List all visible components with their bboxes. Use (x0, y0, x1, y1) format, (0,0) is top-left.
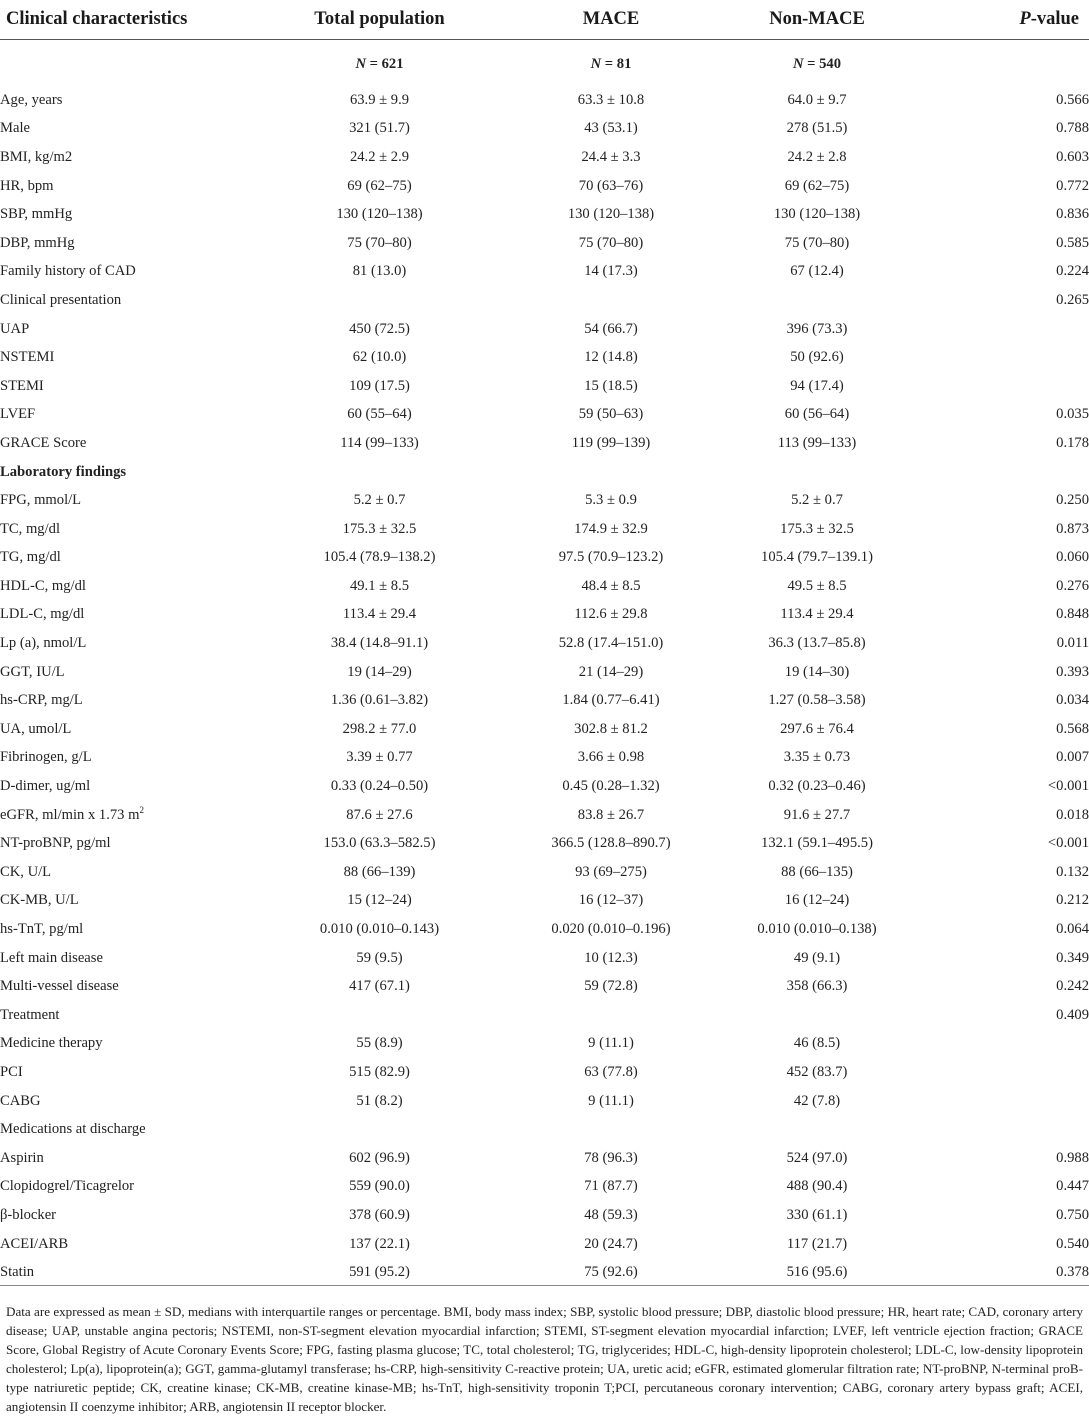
cell-non-mace: 60 (56–64) (784, 406, 850, 423)
cell-p-value: 0.378 (1056, 1264, 1089, 1281)
cell-non-mace: 105.4 (79.7–139.1) (761, 549, 873, 566)
row-label: GRACE Score (0, 434, 87, 451)
cell-total-population: 378 (60.9) (349, 1206, 410, 1223)
n-symbol: N (792, 55, 804, 72)
cell-mace (529, 1001, 693, 1030)
table-row (0, 172, 1089, 201)
table-row (0, 229, 1089, 258)
row-label: Aspirin (0, 1149, 44, 1166)
table-row (0, 572, 1089, 601)
cell-mace: 9 (11.1) (588, 1092, 634, 1109)
table-row (0, 972, 1089, 1001)
cell-non-mace: 50 (92.6) (790, 349, 844, 366)
row-label: CABG (0, 1092, 41, 1109)
table-row (0, 1030, 1089, 1059)
table-row (0, 1087, 1089, 1116)
cell-total-population: 417 (67.1) (349, 978, 410, 995)
cell-total-population: 87.6 ± 27.6 (346, 806, 413, 823)
table-row (0, 458, 1089, 487)
cell-non-mace: 524 (97.0) (786, 1149, 848, 1166)
cell-mace: 21 (14–29) (578, 663, 644, 680)
cell-mace: 75 (92.6) (584, 1264, 638, 1281)
cell-total-population: 153.0 (63.3–582.5) (323, 835, 436, 852)
row-label: hs-CRP, mg/L (0, 692, 83, 709)
cell-p-value: 0.566 (1056, 91, 1089, 108)
table-row (0, 86, 1089, 115)
cell-p-value: 0.224 (1056, 263, 1089, 280)
n-value: = 540 (803, 55, 842, 72)
cell-total-population: 137 (22.1) (349, 1235, 410, 1252)
cell-non-mace (693, 286, 941, 315)
cell-mace: 10 (12.3) (584, 949, 638, 966)
table-row (0, 887, 1089, 916)
cell-non-mace: 24.2 ± 2.8 (787, 148, 847, 165)
cell-p-value: 0.035 (1056, 406, 1089, 423)
table-row (0, 258, 1089, 287)
n-cell-non-mace (693, 39, 941, 86)
cell-total-population: 114 (99–133) (340, 434, 419, 451)
cell-p-value: 0.772 (1056, 177, 1089, 194)
cell-p-value: 0.409 (1056, 1006, 1089, 1023)
row-label: Medications at discharge (0, 1121, 146, 1138)
cell-total-population: 105.4 (78.9–138.2) (323, 549, 436, 566)
p-italic: P (1019, 9, 1031, 29)
cell-non-mace: 396 (73.3) (786, 320, 848, 337)
table-row (0, 1173, 1089, 1202)
p-value-rest: -value (1030, 9, 1079, 29)
cell-non-mace: 64.0 ± 9.7 (787, 91, 847, 108)
cell-total-population: 109 (17.5) (349, 377, 410, 394)
cell-non-mace: 49.5 ± 8.5 (787, 577, 847, 594)
cell-mace: 12 (14.8) (584, 349, 638, 366)
cell-non-mace: 278 (51.5) (786, 120, 848, 137)
cell-mace: 14 (17.3) (584, 263, 638, 280)
cell-p-value: 0.212 (1056, 892, 1089, 909)
table-bottom-divider (0, 1285, 1089, 1286)
cell-mace: 70 (63–76) (578, 177, 644, 194)
row-label: hs-TnT, pg/ml (0, 921, 84, 938)
cell-non-mace: 330 (61.1) (786, 1206, 848, 1223)
table-header-row (0, 0, 1089, 39)
cell-non-mace: 36.3 (13.7–85.8) (768, 635, 866, 652)
cell-mace: 20 (24.7) (584, 1235, 638, 1252)
row-label: PCI (0, 1063, 23, 1080)
cell-mace: 78 (96.3) (584, 1149, 638, 1166)
cell-total-population (230, 1001, 529, 1030)
table-row (0, 829, 1089, 858)
cell-total-population: 450 (72.5) (349, 320, 410, 337)
table-row (0, 801, 1089, 830)
cell-mace: 9 (11.1) (588, 1035, 634, 1052)
row-label: HDL-C, mg/dl (0, 577, 86, 594)
cell-mace: 16 (12–37) (578, 892, 644, 909)
cell-p-value: 0.750 (1056, 1206, 1089, 1223)
cell-mace: 59 (72.8) (584, 978, 638, 995)
label-superscript: 2 (139, 804, 144, 815)
row-label: TC, mg/dl (0, 520, 60, 537)
cell-non-mace: 297.6 ± 76.4 (780, 720, 854, 737)
cell-mace: 0.45 (0.28–1.32) (562, 778, 660, 795)
cell-total-population: 3.39 ± 0.77 (346, 749, 413, 766)
cell-p-value: 0.034 (1056, 692, 1089, 709)
cell-p-value: <0.001 (1047, 835, 1089, 852)
row-label: Laboratory findings (0, 463, 127, 480)
cell-p-value: 0.873 (1056, 520, 1089, 537)
table-row (0, 372, 1089, 401)
cell-non-mace: 0.32 (0.23–0.46) (768, 778, 866, 795)
table-row (0, 658, 1089, 687)
cell-p-value (941, 343, 1089, 372)
table-row (0, 1058, 1089, 1087)
row-label: DBP, mmHg (0, 234, 75, 251)
table-row (0, 315, 1089, 344)
cell-non-mace: 452 (83.7) (786, 1063, 848, 1080)
cell-p-value: 0.178 (1056, 434, 1089, 451)
row-label: Left main disease (0, 949, 103, 966)
cell-mace: 1.84 (0.77–6.41) (562, 692, 660, 709)
cell-p-value: 0.836 (1056, 206, 1089, 223)
cell-p-value (941, 1030, 1089, 1059)
cell-total-population: 60 (55–64) (347, 406, 412, 423)
cell-mace: 366.5 (128.8–890.7) (551, 835, 671, 852)
cell-p-value: 0.585 (1056, 234, 1089, 251)
cell-total-population (230, 458, 529, 487)
cell-p-value: 0.393 (1056, 663, 1089, 680)
cell-mace: 71 (87.7) (584, 1178, 638, 1195)
row-label: eGFR, ml/min x 1.73 $m^2$ (0, 804, 144, 823)
cell-mace: 43 (53.1) (584, 120, 638, 137)
cell-non-mace: 3.35 ± 0.73 (783, 749, 851, 766)
cell-mace (529, 1115, 693, 1144)
cell-non-mace: 16 (12–24) (784, 892, 850, 909)
cell-p-value: 0.447 (1056, 1178, 1089, 1195)
table-row (0, 1230, 1089, 1259)
cell-non-mace: 42 (7.8) (793, 1092, 841, 1109)
cell-non-mace: 69 (62–75) (784, 177, 850, 194)
row-label: D-dimer, ug/ml (0, 778, 91, 795)
cell-p-value: 0.064 (1056, 921, 1089, 938)
header-mace: MACE (582, 9, 640, 29)
cell-total-population: 88 (66–139) (343, 863, 416, 880)
cell-p-value: 0.060 (1056, 549, 1089, 566)
cell-non-mace: 19 (14–30) (784, 663, 850, 680)
cell-p-value: 0.540 (1056, 1235, 1089, 1252)
cell-mace: 83.8 ± 26.7 (577, 806, 645, 823)
cell-non-mace (693, 1001, 941, 1030)
row-label: HR, bpm (0, 177, 54, 194)
row-label: LDL-C, mg/dl (0, 606, 85, 623)
cell-p-value: 0.250 (1056, 492, 1089, 509)
cell-non-mace: 0.010 (0.010–0.138) (757, 921, 877, 938)
table-row (0, 772, 1089, 801)
row-label: SBP, mmHg (0, 206, 73, 223)
cell-non-mace: 5.2 ± 0.7 (791, 492, 843, 509)
cell-total-population: 602 (96.9) (349, 1149, 410, 1166)
cell-mace: 48 (59.3) (584, 1206, 638, 1223)
cell-total-population: 0.33 (0.24–0.50) (330, 778, 429, 795)
cell-mace: 119 (99–139) (571, 434, 651, 451)
cell-total-population: 113.4 ± 29.4 (342, 606, 417, 623)
cell-total-population: 321 (51.7) (349, 120, 410, 137)
cell-non-mace: 113.4 ± 29.4 (780, 606, 854, 623)
cell-non-mace: 91.6 ± 27.7 (783, 806, 851, 823)
n-cell-mace (529, 39, 693, 86)
n-cell-p (941, 39, 1089, 86)
cell-mace: 93 (69–275) (575, 863, 647, 880)
table-row (0, 629, 1089, 658)
table-row (0, 1258, 1089, 1287)
cell-p-value (941, 372, 1089, 401)
cell-total-population: 49.1 ± 8.5 (349, 577, 410, 594)
cell-total-population: 51 (8.2) (356, 1092, 403, 1109)
table-row (0, 944, 1089, 973)
n-cell-label (0, 39, 230, 86)
cell-p-value: 0.349 (1056, 949, 1089, 966)
cell-mace (529, 458, 693, 487)
n-symbol: N (590, 55, 602, 72)
cell-non-mace (693, 1115, 941, 1144)
cell-p-value: 0.276 (1056, 577, 1089, 594)
cell-non-mace: 75 (70–80) (784, 234, 850, 251)
cell-mace: 52.8 (17.4–151.0) (558, 635, 664, 652)
cell-p-value: 0.788 (1056, 120, 1089, 137)
table-row (0, 744, 1089, 773)
cell-non-mace (693, 458, 941, 487)
table-row (0, 544, 1089, 573)
table-row (0, 486, 1089, 515)
cell-p-value (941, 1087, 1089, 1116)
row-label: Multi-vessel disease (0, 978, 119, 995)
cell-p-value: 0.242 (1056, 978, 1089, 995)
row-label: TG, mg/dl (0, 549, 61, 566)
table-row (0, 858, 1089, 887)
cell-total-population: 24.2 ± 2.9 (349, 148, 410, 165)
cell-total-population: 81 (13.0) (352, 263, 407, 280)
cell-mace: 112.6 ± 29.8 (574, 606, 648, 623)
n-value: = 81 (601, 55, 632, 72)
row-label: Clopidogrel/Ticagrelor (0, 1178, 135, 1195)
row-label: β-blocker (0, 1206, 57, 1223)
table-row (0, 1144, 1089, 1173)
cell-non-mace: 130 (120–138) (773, 206, 861, 223)
header-clinical-characteristics: Clinical characteristics (6, 9, 188, 29)
cell-non-mace: 117 (21.7) (786, 1235, 848, 1252)
cell-p-value: 0.011 (1056, 635, 1089, 652)
table-row (0, 115, 1089, 144)
cell-non-mace: 358 (66.3) (786, 978, 848, 995)
row-label: Male (0, 120, 30, 137)
cell-total-population: 59 (9.5) (356, 949, 403, 966)
row-label: CK, U/L (0, 863, 52, 880)
cell-mace (529, 286, 693, 315)
row-label: Statin (0, 1264, 35, 1281)
cell-p-value: 0.988 (1056, 1149, 1089, 1166)
cell-total-population: 1.36 (0.61–3.82) (330, 692, 429, 709)
table-body (0, 39, 1089, 1287)
cell-total-population: 559 (90.0) (349, 1178, 410, 1195)
cell-mace: 302.8 ± 81.2 (574, 720, 648, 737)
cell-non-mace: 94 (17.4) (790, 377, 844, 394)
sample-size-row (0, 39, 1089, 86)
cell-mace: 63.3 ± 10.8 (577, 91, 645, 108)
cell-total-population: 175.3 ± 32.5 (342, 520, 417, 537)
cell-total-population: 62 (10.0) (352, 349, 407, 366)
table-row (0, 601, 1089, 630)
header-total-population: Total population (314, 9, 445, 29)
table-row (0, 200, 1089, 229)
row-label: BMI, kg/m2 (0, 148, 73, 165)
cell-total-population: 69 (62–75) (347, 177, 412, 194)
row-label: Treatment (0, 1006, 60, 1023)
cell-non-mace: 49 (9.1) (793, 949, 841, 966)
cell-non-mace: 488 (90.4) (786, 1178, 848, 1195)
n-cell-total (230, 39, 529, 86)
cell-total-population: 19 (14–29) (347, 663, 412, 680)
cell-mace: 15 (18.5) (584, 377, 638, 394)
cell-p-value (941, 1115, 1089, 1144)
row-label: Family history of CAD (0, 263, 136, 280)
cell-mace: 24.4 ± 3.3 (581, 148, 641, 165)
row-label: Medicine therapy (0, 1035, 103, 1052)
cell-p-value (941, 315, 1089, 344)
table-row (0, 1001, 1089, 1030)
cell-mace: 130 (120–138) (567, 206, 655, 223)
row-label: FPG, mmol/L (0, 492, 82, 509)
row-label: Lp (a), nmol/L (0, 635, 87, 652)
cell-non-mace: 88 (66–135) (781, 863, 853, 880)
row-label: UA, umol/L (0, 720, 72, 737)
cell-non-mace: 132.1 (59.1–495.5) (761, 835, 873, 852)
row-label: CK-MB, U/L (0, 892, 79, 909)
table-row (0, 401, 1089, 430)
cell-total-population: 298.2 ± 77.0 (342, 720, 417, 737)
table-row (0, 715, 1089, 744)
table-row (0, 343, 1089, 372)
cell-mace: 0.020 (0.010–0.196) (551, 921, 671, 938)
cell-total-population (230, 1115, 529, 1144)
cell-p-value: 0.132 (1056, 863, 1089, 880)
cell-total-population: 55 (8.9) (356, 1035, 403, 1052)
row-label: LVEF (0, 406, 36, 423)
table-row (0, 686, 1089, 715)
cell-total-population: 75 (70–80) (347, 234, 412, 251)
table-row (0, 143, 1089, 172)
cell-p-value: <0.001 (1047, 778, 1089, 795)
cell-p-value: 0.848 (1056, 606, 1089, 623)
cell-total-population: 63.9 ± 9.9 (349, 91, 410, 108)
table-row (0, 1201, 1089, 1230)
cell-p-value: 0.018 (1056, 806, 1089, 823)
cell-mace: 63 (77.8) (584, 1063, 638, 1080)
cell-mace: 5.3 ± 0.9 (585, 492, 637, 509)
table-row (0, 1115, 1089, 1144)
cell-non-mace: 516 (95.6) (786, 1264, 848, 1281)
cell-p-value: 0.568 (1056, 720, 1089, 737)
header-p-value (941, 0, 1089, 39)
table-row (0, 286, 1089, 315)
cell-mace: 174.9 ± 32.9 (574, 520, 648, 537)
n-symbol: N (355, 55, 367, 72)
cell-p-value (941, 1058, 1089, 1087)
row-label: UAP (0, 320, 30, 337)
cell-p-value (941, 458, 1089, 487)
cell-total-population: 0.010 (0.010–0.143) (319, 921, 440, 938)
row-label: ACEI/ARB (0, 1235, 69, 1252)
cell-non-mace: 67 (12.4) (790, 263, 844, 280)
cell-p-value: 0.265 (1056, 291, 1089, 308)
cell-mace: 97.5 (70.9–123.2) (558, 549, 664, 566)
cell-mace: 3.66 ± 0.98 (577, 749, 645, 766)
cell-mace: 48.4 ± 8.5 (581, 577, 641, 594)
row-label: GGT, IU/L (0, 663, 65, 680)
cell-total-population: 130 (120–138) (336, 206, 423, 223)
cell-total-population: 15 (12–24) (347, 892, 412, 909)
cell-total-population: 38.4 (14.8–91.1) (330, 635, 429, 652)
table-row (0, 915, 1089, 944)
cell-mace: 59 (50–63) (578, 406, 644, 423)
row-label: NT-proBNP, pg/ml (0, 835, 111, 852)
row-label: Age, years (0, 91, 63, 108)
cell-mace: 54 (66.7) (584, 320, 638, 337)
row-label: STEMI (0, 377, 44, 394)
cell-total-population: 591 (95.2) (349, 1264, 410, 1281)
n-value: = 621 (366, 55, 404, 72)
table-row (0, 429, 1089, 458)
cell-non-mace: 175.3 ± 32.5 (780, 520, 854, 537)
cell-p-value: 0.007 (1056, 749, 1089, 766)
cell-total-population: 515 (82.9) (349, 1063, 410, 1080)
row-label: NSTEMI (0, 349, 55, 366)
cell-mace: 75 (70–80) (578, 234, 644, 251)
row-label: Clinical presentation (0, 291, 122, 308)
cell-non-mace: 1.27 (0.58–3.58) (768, 692, 866, 709)
table-row (0, 515, 1089, 544)
table-footnote: Data are expressed as mean ± SD, medians with interquartile ranges or percentage. BMI, body mass index; SBP, systolic blood pressure; DBP, diastolic blood pressure; HR, heart rate; CAD, coronary artery disease; UAP, unstable angina pectoris; NSTEMI, non-ST-segment elevation myocardial infarction; STEMI, ST-segment elevation myocardial infarction; LVEF, left ventricle ejection fraction; GRACE Score, Global Registry of Acute Coronary Events Score; FPG, fasting plasma glucose; TC, total cholesterol; TG, triglycerides; HDL-C, high-density lipoprotein cholesterol; LDL-C, low-density lipoprotein cholesterol; Lp(a), lipoprotein(a); GGT, gamma-glutamyl transferase; hs-CRP, high-sensitivity C-reactive protein; UA, uretic acid; eGFR, estimated glomerular filtration rate; NT-proBNP, N-terminal proB-type natriuretic peptide; CK, creatine kinase; CK-MB, creatine kinase-MB; hs-TnT, high-sensitivity troponin T;PCI, percutaneous coronary intervention; CABG, coronary artery bypass graft; ACEI, angiotensin II coenzyme inhibitor; ARB, angiotensin II receptor blocker. (6, 1304, 1083, 1415)
header-non-mace: Non-MACE (769, 9, 865, 29)
cell-total-population (230, 286, 529, 315)
cell-p-value: 0.603 (1056, 148, 1089, 165)
cell-non-mace: 46 (8.5) (793, 1035, 841, 1052)
cell-total-population: 5.2 ± 0.7 (353, 492, 406, 509)
header-divider (0, 39, 1089, 40)
cell-non-mace: 113 (99–133) (777, 434, 857, 451)
row-label: Fibrinogen, g/L (0, 749, 92, 766)
